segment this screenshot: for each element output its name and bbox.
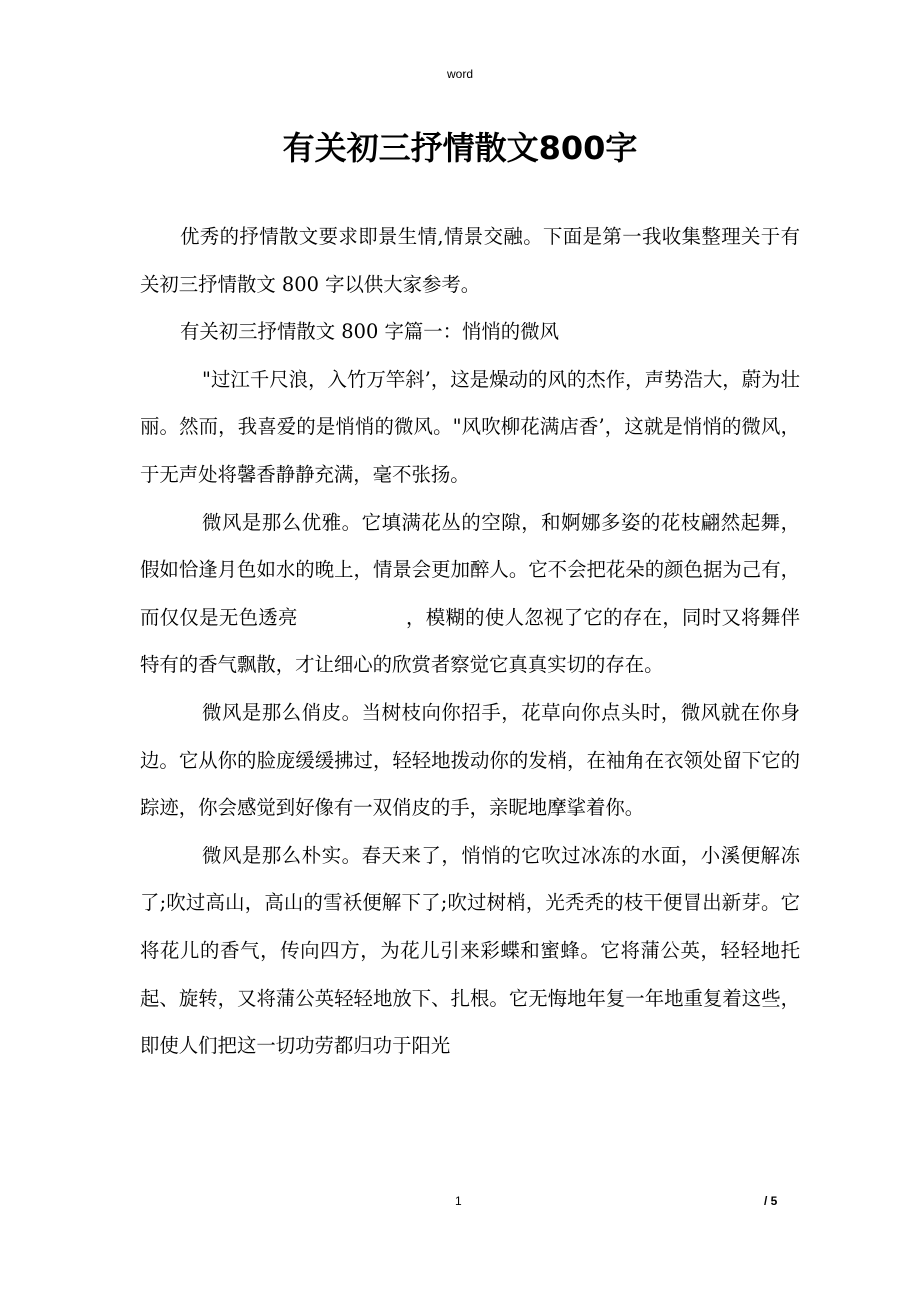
body-paragraph: 微风是那么俏皮。当树枝向你招手，花草向你点头时，微风就在你身边。它从你的脸庞缓缓拂过，轻轻地拨动你的发梢，在袖角在衣领处留下它的踪迹，你会感觉到好像有一双俏皮的手，亲昵地摩挲着你。: [140, 700, 800, 820]
document-body: [140, 213, 800, 1070]
body-paragraph: "过江千尺浪，入竹万竿斜’，这是燥动的风的杰作，声势浩大，蔚为壮丽。然而，我喜爱的是悄悄的微风。"风吹柳花满店香’，这就是悄悄的微风，于无声处将馨香静静充满，毫不张扬。: [140, 367, 800, 486]
page-header: word: [446, 67, 473, 81]
body-paragraph: [140, 499, 800, 689]
body-paragraph: 微风是那么朴实。春天来了，悄悄的它吹过冰冻的水面，小溪便解冻了;吹过高山，高山的雪袄便解下了;吹过树梢，光秃秃的枝干便冒出新芽。它将花儿的香气，传向四方，为花儿引来彩蝶和蜜蜂。它将蒲公英，轻轻地托起、旋转，又将蒲公英轻轻地放下、扎根。它无悔地年复一年地重复着这些，即使人们把这一切功劳都归功于阳光: [140, 843, 800, 1058]
paragraph-text: ，模糊的使人忽视了它的存在，同时又将舞伴特有的香气飘散，才让细心的欣赏者察觉它真真实切的存在。: [140, 605, 801, 677]
page-total: / 5: [764, 1194, 778, 1208]
page-number: 1: [455, 1194, 462, 1208]
paragraph-text: 微风是那么优雅。它填满花丛的空隙，和婀娜多姿的花枝翩然起舞，假如恰逢月色如水的晚上，情景会更加醉人。它不会把花朵的颜色据为己有，而仅仅是无色透亮: [140, 510, 800, 629]
document-title: 有关初三抒情散文800字: [282, 129, 638, 167]
section-heading: 有关初三抒情散文 800 字篇一：悄悄的微风: [180, 320, 559, 344]
page-footer: [0, 1192, 920, 1210]
intro-paragraph: 优秀的抒情散文要求即景生情,情景交融。下面是第一我收集整理关于有关初三抒情散文 800 字以供大家参考。: [140, 225, 800, 296]
